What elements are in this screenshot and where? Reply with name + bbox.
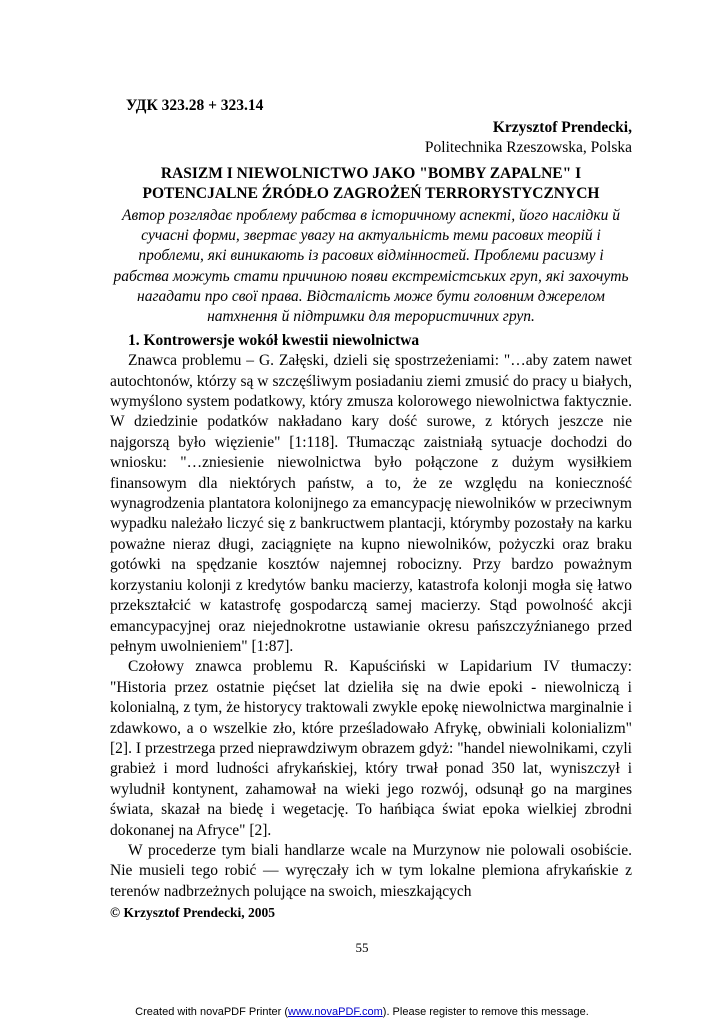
paragraph: Znawca problemu – G. Załęski, dzieli się spostrzeżeniami: "…aby zatem nawet autochtonów, którzy są w szczęśliwym posiadaniu ziemi zmusić do pracy u białych, wymyślono system podatkowy, który zmusza kolorowego niewolnictwa faktycznie. W dziedzinie podatków nakładano kary dość surowe, z których jeszcze nie najgorszą było więzienie" [1:118]. Tłumacząc zaistniałą sytuacje dochodzi do wniosku: "…zniesienie niewolnictwa było połączone z dużym wysiłkiem finansowym dla niektórych państw, a to, że ze względu na konieczność wynagrodzenia plantatora kolonijnego za emancypację niewolników w przeciwnym wypadku należało liczyć się z bankructwem plantacji, którymby pozostały na karku poważne nieraz długi, zaciągnięte na kupno niewolników, pożyczki oraz braku gotówki na spędzanie kosztów najemnej robocizny. Przy bardzo poważnym korzystaniu kolonji z kredytów banku macierzy, katastrofa kolonji mogła się łatwo przekształcić w katastrofę gospodarczą samej macierzy. Stąd powolność akcji emancypacyjnej oraz niejednokrotne ustawianie okresu pańszczyźnianego przed pełnym uwolnieniem" [1:87]. <box>110 352 632 655</box>
footer-link[interactable]: www.novaPDF.com <box>288 1006 383 1018</box>
article-title-line-1: RASIZM I NIEWOLNICTWO JAKO "BOMBY ZAPALNE" I <box>160 165 582 182</box>
section-heading: 1. Kontrowersje wokół kwestii niewolnictwa <box>128 332 420 350</box>
udk-code: УДК 323.28 + 323.14 <box>126 97 264 114</box>
paragraph: W procederze tym biali handlarze wcale na Murzynow nie polowali osobiście. Nie musieli tego robić — wyręczały ich w tym lokalne plemiona afrykańskie z terenów nadbrzeżnych polujące na swoich, mieszkających <box>110 841 632 900</box>
article-title <box>110 164 632 204</box>
article-title-line-2: POTENCJALNE ŹRÓDŁO ZAGROŻEŃ TERRORYSTYCZNYCH <box>142 185 600 202</box>
author-affiliation: Politechnika Rzeszowska, Polska <box>424 139 632 156</box>
footer-prefix: Created with novaPDF Printer ( <box>135 1006 289 1018</box>
author-name: Krzysztof Prendecki, <box>492 119 632 136</box>
page-number: 55 <box>355 940 369 955</box>
author-block <box>110 118 632 158</box>
article-page <box>110 96 632 922</box>
abstract: Автор розглядає проблему рабства в історичному аспекті, його наслідки й сучасні форми, звертає увагу на актуальність теми расових теорій і проблеми, які виникають із расових відмінностей. Проблеми расизму і рабства можуть стати причиною появи екстремістських груп, які захочуть нагадати про свої права. Відсталість може бути головним джерелом натхнення й підтримки для терористичних груп. <box>113 207 629 326</box>
paragraph: Czołowy znawca problemu R. Kapuściński w Lapidarium IV tłumaczy: "Historia przez ostatnie pięćset lat dzieliła się na dwie epoki - niewolniczą i kolonialną, z tym, że historycy traktowali zwykle epokę niewolnictwa marginalnie i zdawkowo, a o wszelkie zło, które prześladowało Afrykę, obwiniali kolonializm" [2]. I przestrzega przed nieprawdziwym obrazem gdyż: "handel niewolnikami, czyli grabież i mord ludności afrykańskiej, który trwał ponad 350 lat, wyniszczył i wyludnił kontynent, zahamował na wieki jego rozwój, odsunął go na margines świata, skazał na biedę i wegetację. To hańbiąca świat epoka wielkiej zbrodni dokonanej na Afryce" [2]. <box>110 658 632 839</box>
copyright-notice: © Krzysztof Prendecki, 2005 <box>110 905 276 921</box>
printer-footer <box>0 1006 724 1018</box>
footer-suffix: ). Please register to remove this message. <box>382 1006 589 1018</box>
